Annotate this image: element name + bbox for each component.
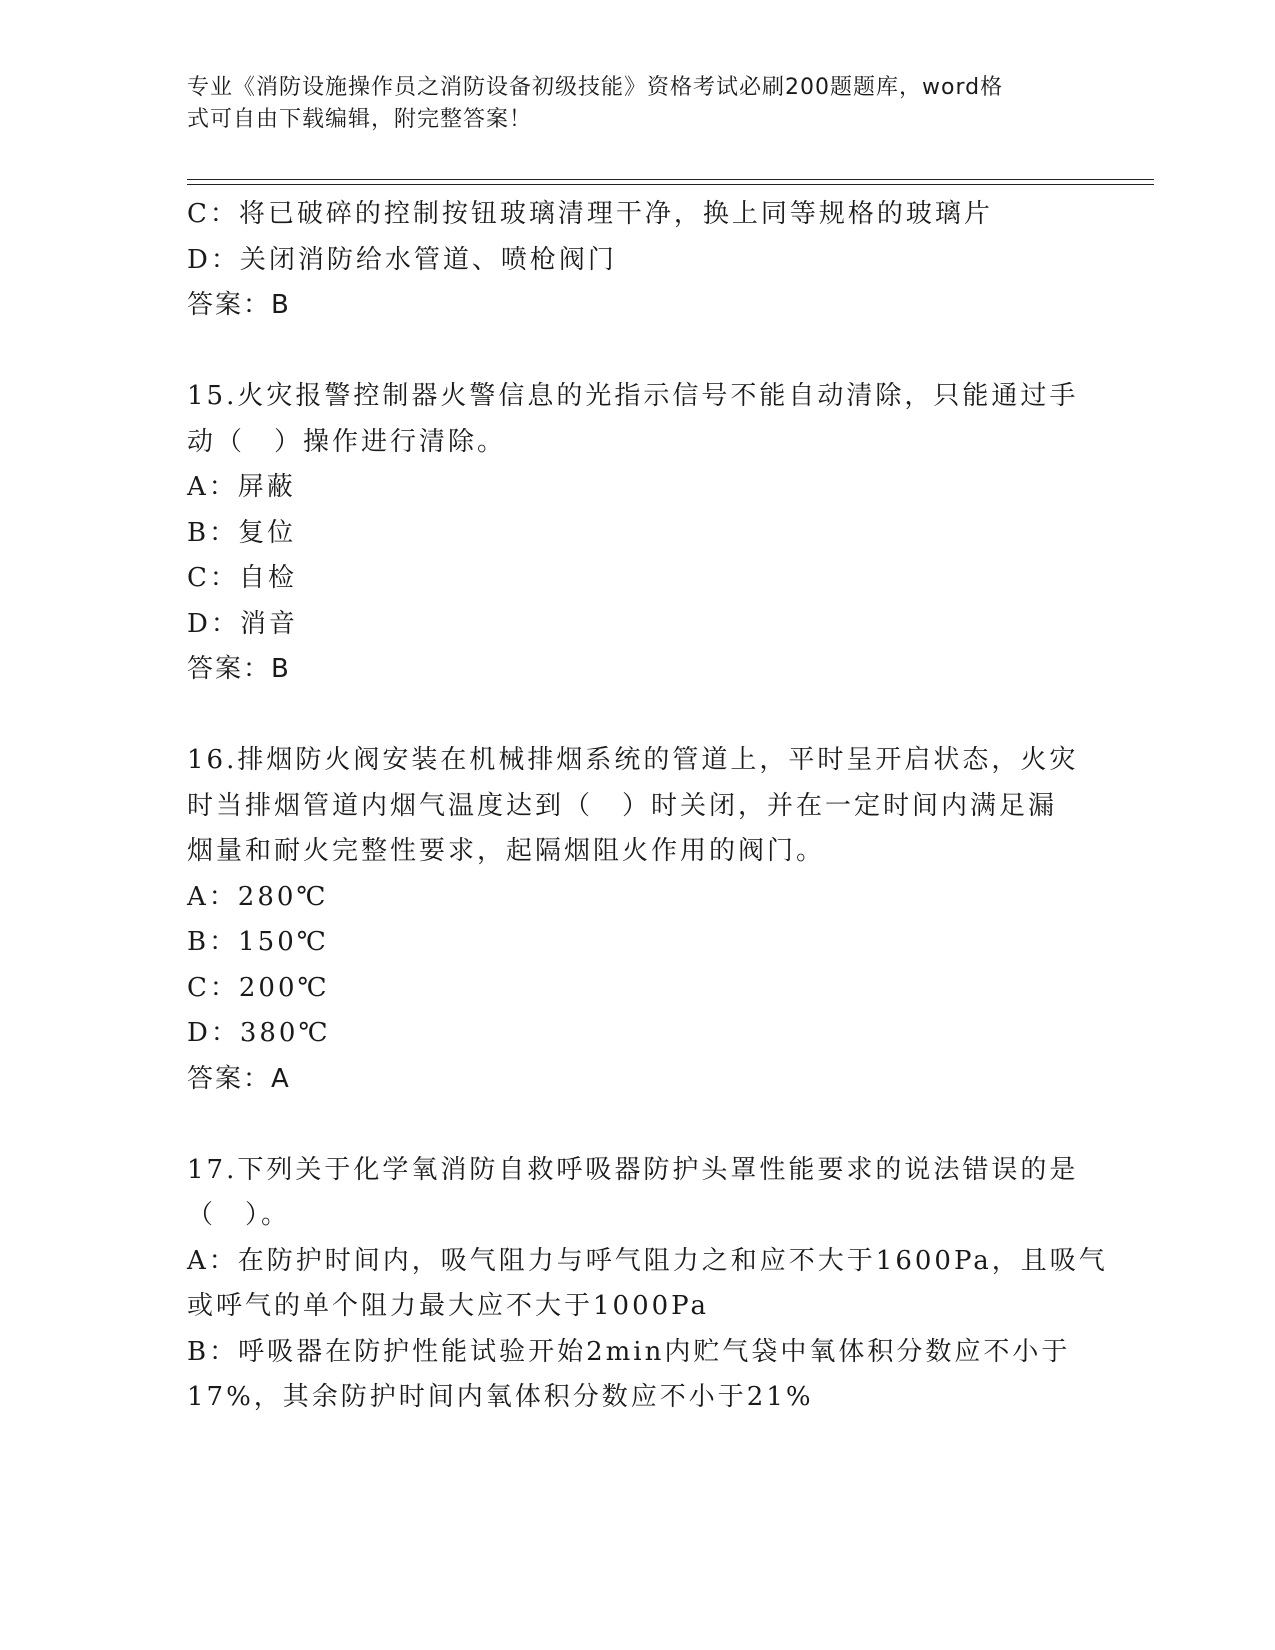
- question-stem-line: 16.排烟防火阀安装在机械排烟系统的管道上，平时呈开启状态，火灾: [187, 745, 1079, 775]
- answer-line: 答案：B: [187, 654, 291, 684]
- answer-line: 答案：B: [187, 290, 291, 320]
- header-title-line-2: 式可自由下载编辑，附完整答案！: [187, 107, 533, 132]
- option-a: A：在防护时间内，吸气阻力与呼气阻力之和应不大于1600Pa，且吸气: [187, 1245, 1108, 1276]
- question-17: [187, 1148, 1108, 1421]
- question-16: [187, 738, 1079, 1102]
- option-a: A：280℃: [187, 881, 329, 912]
- option-c: C：将已破碎的控制按钮玻璃清理干净，换上同等规格的玻璃片: [187, 199, 993, 229]
- option-b-continued: 17%，其余防护时间内氧体积分数应不小于21%: [187, 1382, 814, 1412]
- question-14-tail: [187, 192, 1067, 329]
- option-b: B：150℃: [187, 927, 329, 957]
- option-d: D：关闭消防给水管道、喷枪阀门: [187, 244, 617, 275]
- option-d: D：380℃: [187, 1018, 331, 1048]
- question-stem-line: （ ）。: [187, 1200, 291, 1230]
- header-divider-top: [187, 179, 1154, 180]
- header-title-line-1: 专业《消防设施操作员之消防设备初级技能》资格考试必刷200题题库，word格: [187, 75, 1004, 100]
- answer-line: 答案：A: [187, 1063, 291, 1094]
- option-b: B：呼吸器在防护性能试验开始2min内贮气袋中氧体积分数应不小于: [187, 1336, 1071, 1367]
- spacer: [187, 1102, 1067, 1148]
- option-a: A：屏蔽: [187, 472, 296, 502]
- question-content: [187, 192, 1108, 1421]
- header-divider-bottom: [187, 184, 1154, 185]
- option-d: D：消音: [187, 608, 298, 639]
- option-b: B：复位: [187, 517, 297, 548]
- option-c: C：自检: [187, 563, 297, 593]
- question-stem-line: 17.下列关于化学氧消防自救呼吸器防护头罩性能要求的说法错误的是: [187, 1154, 1079, 1185]
- question-stem-line: 时当排烟管道内烟气温度达到（ ）时关闭，并在一定时间内满足漏: [187, 790, 1058, 821]
- spacer: [187, 329, 1067, 375]
- question-15: [187, 374, 1079, 693]
- question-stem-line: 动（ ）操作进行清除。: [187, 426, 507, 457]
- question-stem-line: 烟量和耐火完整性要求，起隔烟阻火作用的阀门。: [187, 836, 826, 866]
- page-header: [187, 72, 1067, 136]
- question-stem-line: 15.火灾报警控制器火警信息的光指示信号不能自动清除，只能通过手: [187, 381, 1079, 411]
- option-a-continued: 或呼气的单个阻力最大应不大于1000Pa: [187, 1291, 709, 1321]
- option-c: C：200℃: [187, 972, 330, 1003]
- spacer: [187, 693, 1067, 739]
